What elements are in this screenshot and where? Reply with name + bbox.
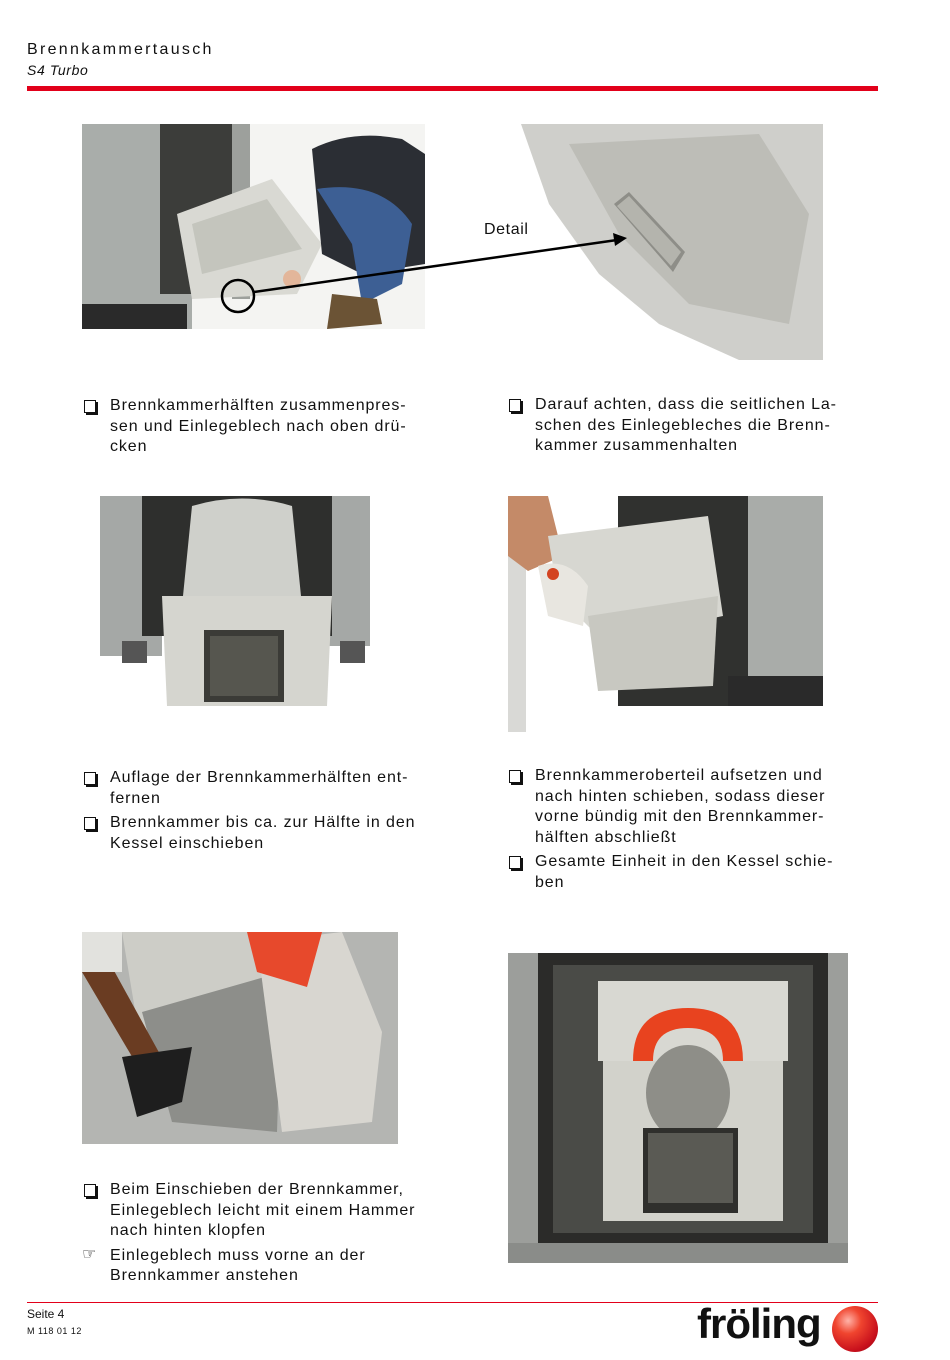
instruction-item: Beim Einschieben der Brennkammer, Einlegeblech leicht mit einem Hammer nach hinten klopfen bbox=[83, 1180, 463, 1242]
detail-label: Detail bbox=[484, 221, 529, 238]
checkbox-icon bbox=[509, 399, 521, 412]
instruction-note: ☞ Einlegeblech muss vorne an der Brennkammer anstehen bbox=[82, 1245, 366, 1284]
page-number: Seite 4 bbox=[27, 1307, 65, 1321]
detail-callout-arrow bbox=[0, 0, 950, 360]
brand-logo-ball-icon bbox=[832, 1306, 878, 1352]
instruction-item: Brennkammerhälften zusammenpres- sen und Einlegeblech nach oben drü- cken bbox=[83, 396, 453, 458]
checkbox-icon bbox=[84, 1184, 96, 1197]
pointing-hand-icon: ☞ bbox=[82, 1245, 98, 1263]
instruction-list-4 bbox=[508, 766, 888, 897]
instruction-item: Brennkammeroberteil aufsetzen und nach hinten schieben, sodass dieser vorne bündig mit den Brennkammer- hälften abschließt bbox=[508, 766, 888, 848]
instruction-list-2 bbox=[508, 395, 888, 461]
document-subtitle: S4 Turbo bbox=[27, 62, 89, 78]
instruction-list-1 bbox=[83, 396, 453, 462]
document-title: Brennkammertausch bbox=[27, 41, 214, 58]
instruction-item: Auflage der Brennkammerhälften ent- fernen bbox=[83, 768, 463, 809]
photo-installed-chamber bbox=[508, 953, 848, 1263]
checkbox-icon bbox=[84, 772, 96, 785]
photo-placing-upper-part bbox=[508, 496, 823, 732]
photo-hammer-tapping bbox=[82, 932, 398, 1144]
brand-logo-text: fröling bbox=[697, 1300, 821, 1347]
checkbox-icon bbox=[509, 856, 521, 869]
checkbox-icon bbox=[509, 770, 521, 783]
checkbox-icon bbox=[84, 817, 96, 830]
photo-chamber-front bbox=[82, 496, 389, 728]
instruction-list-5 bbox=[83, 1180, 463, 1291]
instruction-item: Gesamte Einheit in den Kessel schie- ben bbox=[508, 852, 888, 893]
instruction-list-3 bbox=[83, 768, 463, 858]
document-code: M 118 01 12 bbox=[27, 1326, 82, 1336]
instruction-item: Brennkammer bis ca. zur Hälfte in den Kessel einschieben bbox=[83, 813, 463, 854]
checkbox-icon bbox=[84, 400, 96, 413]
instruction-item: Darauf achten, dass die seitlichen La- schen des Einlegebleches die Brenn- kammer zusammenhalten bbox=[508, 395, 888, 457]
